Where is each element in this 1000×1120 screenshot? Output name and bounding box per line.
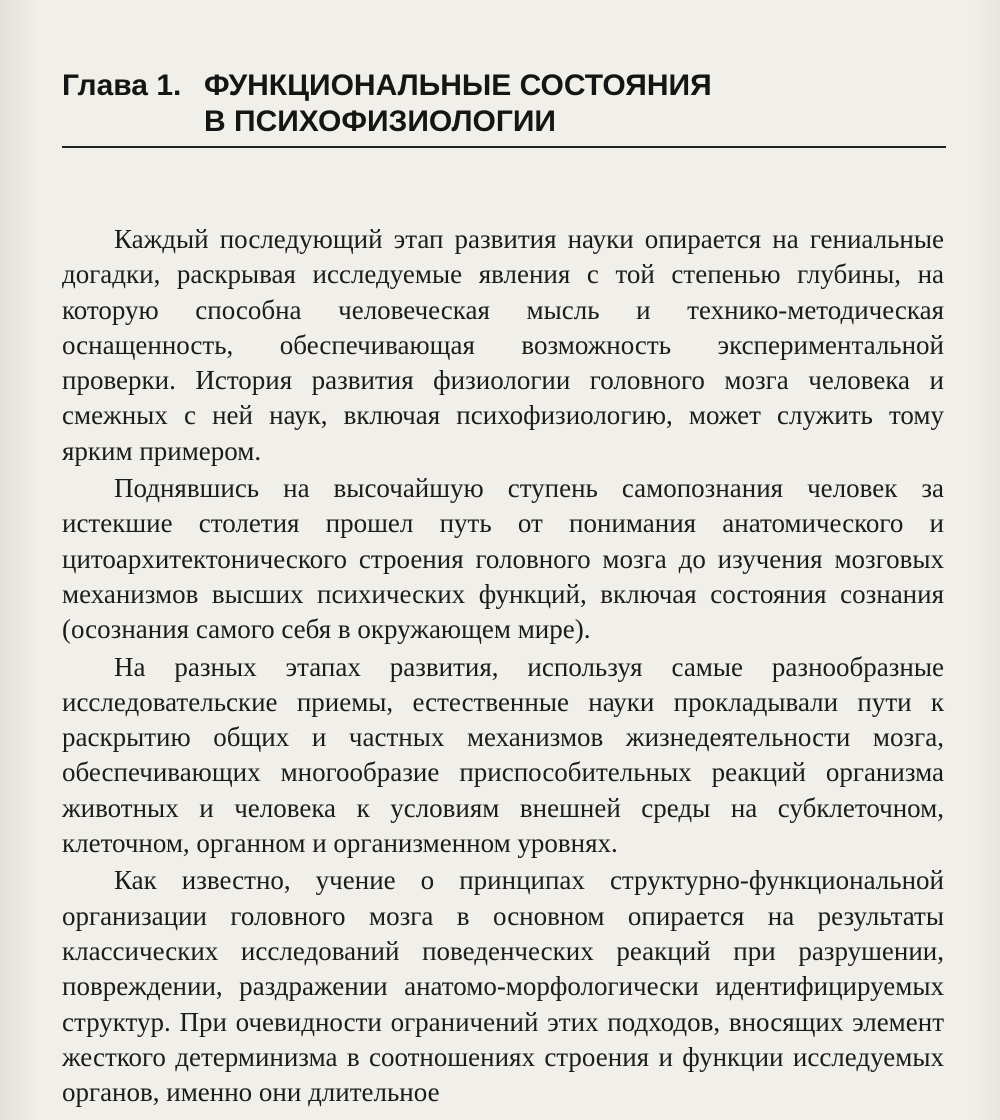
body-text — [62, 222, 944, 1112]
paragraph-1: Каждый последующий этап развития науки опирается на гениальные догадки, раскрывая исследуемые явления с той степенью глубины, на которую способна человеческая мысль и технико-методическая оснащенность, обеспечивающая возможность экспериментальной проверки. История развития физиологии головного мозга человека и смежных с ней наук, включая психофизиологию, может служить тому ярким примером. — [62, 224, 944, 466]
chapter-title-line1: ФУНКЦИОНАЛЬНЫЕ СОСТОЯНИЯ — [204, 69, 712, 102]
chapter-number: Глава 1. — [62, 69, 182, 102]
paragraph-3: На разных этапах развития, используя самые разнообразные исследовательские приемы, естественные науки прокладывали пути к раскрытию общих и частных механизмов жизнедеятельности мозга, обеспечивающих многообразие приспособительных реакций организма животных и человека к условиям внешней среды на субклеточном, клеточном, органном и организменном уровнях. — [62, 651, 944, 859]
chapter-heading — [62, 68, 952, 140]
paragraph-2: Поднявшись на высочайшую ступень самопознания человек за истекшие столетия прошел путь от понимания анатомического и цитоархитектонического строения головного мозга до изучения мозговых механизмов высших психических функций, включая состояния сознания (осознания самого себя в окружающем мире). — [62, 473, 944, 645]
paragraph-4: Как известно, учение о принципах структурно-функциональной организации головного мозга в основном опирается на результаты классических исследований поведенческих реакций при разрушении, повреждении, раздражении анатомо-морфологически идентифицируемых структур. При очевидности ограничений этих подходов, вносящих элемент жесткого детерминизма в соотношениях строения и функции исследуемых органов, именно они длительное — [62, 865, 944, 1108]
heading-rule — [62, 146, 946, 148]
chapter-title-line2: В ПСИХОФИЗИОЛОГИИ — [204, 105, 556, 138]
